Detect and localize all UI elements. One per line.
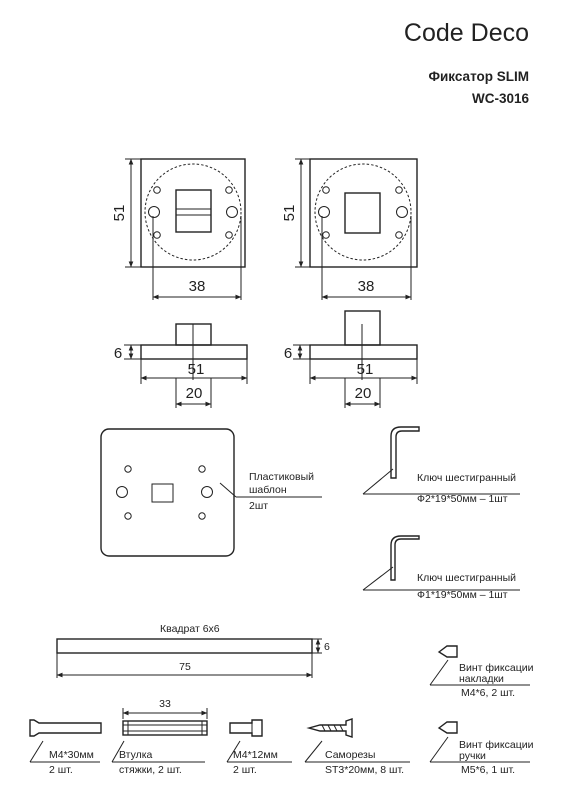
sleeve-name: Втулка [119,749,153,761]
hex-key-2 [363,536,520,601]
template-label-3: 2шт [249,500,269,512]
screw-handle-size: М5*6, 1 шт. [461,764,516,776]
template-label-1: Пластиковый [249,471,314,483]
plastic-template [101,429,322,556]
sleeve [112,698,207,776]
side-view-turn [114,324,247,408]
hex-key-1 [363,427,520,505]
dim-thickness-6: 6 [113,345,123,362]
dim-thickness-6: 6 [283,345,293,362]
self-tapping-name: Саморезы [325,749,376,761]
dim-side-51: 51 [356,361,374,378]
product-code: WC-3016 [471,91,529,106]
screw-overlay-size: М4*6, 2 шт. [461,687,516,699]
dim-side-20: 20 [185,385,203,402]
dim-bar-75: 75 [179,661,191,673]
dim-side-20: 20 [354,385,372,402]
sleeve-qty: стяжки, 2 шт. [119,764,182,776]
dim-side-51: 51 [187,361,205,378]
product-title: Фиксатор SLIM [428,69,529,84]
screw-handle-name-2: ручки [459,750,486,762]
bolt-m4x12 [227,720,292,776]
template-label-2: шаблон [249,484,287,496]
screw-handle-name-1: Винт фиксации [459,739,534,751]
self-tapping-size: ST3*20мм, 8 шт. [325,764,405,776]
front-view-turn [111,159,245,300]
bolt-m4x30-qty: 2 шт. [49,764,73,776]
dim-height-51: 51 [281,204,298,222]
dim-width-38: 38 [188,278,206,295]
bolt-m4x12-qty: 2 шт. [233,764,257,776]
hex-key-2-size: Ф1*19*50мм – 1шт [417,589,508,601]
square-bar [57,623,330,678]
front-view-socket [281,159,417,300]
brand-logo: Code Deco [403,19,529,47]
screw-overlay-name-2: накладки [459,673,504,685]
screw-overlay-name-1: Винт фиксации [459,662,534,674]
dim-sleeve-33: 33 [159,698,171,710]
hex-key-1-size: Ф2*19*50мм – 1шт [417,493,508,505]
screw-handle [430,722,534,776]
bolt-m4x12-size: М4*12мм [233,749,278,761]
side-view-socket [284,311,417,408]
dim-width-38: 38 [357,278,375,295]
hex-key-2-name: Ключ шестигранный [417,572,516,584]
dim-height-51: 51 [111,204,128,222]
square-bar-label: Квадрат 6х6 [160,623,220,635]
dim-square-6: 6 [324,641,330,653]
screw-overlay [430,646,534,699]
bolt-m4x30 [30,720,101,776]
bolt-m4x30-size: М4*30мм [49,749,94,761]
self-tapping-screw [305,719,410,776]
hex-key-1-name: Ключ шестигранный [417,472,516,484]
